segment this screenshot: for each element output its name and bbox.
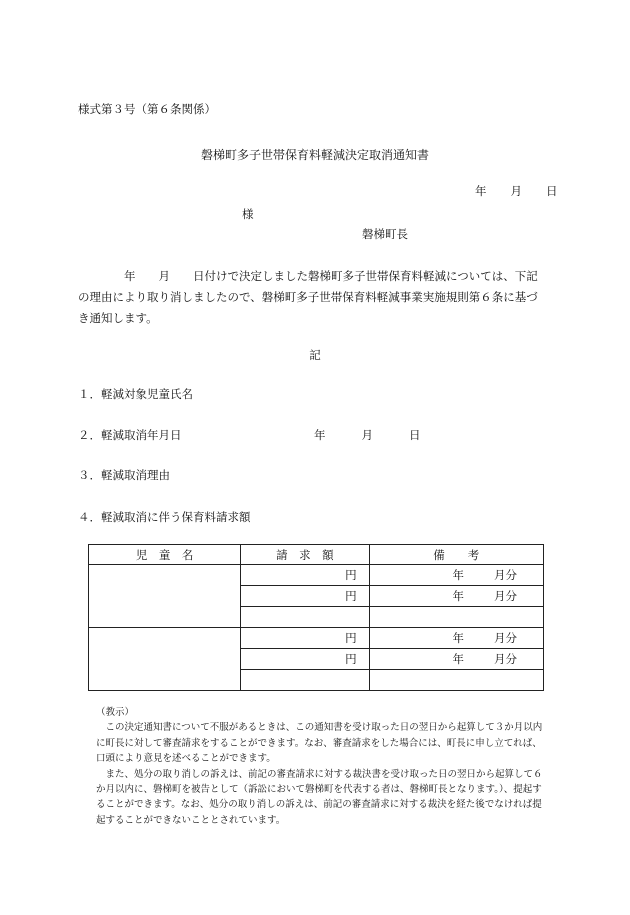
issue-date xyxy=(475,183,558,199)
notice-section xyxy=(96,705,548,828)
header-amount: 請 求 額 xyxy=(241,545,369,565)
item-cancel-date-label: ２．軽減取消年月日 xyxy=(78,428,182,442)
amount-cell xyxy=(241,670,369,691)
amount-cell xyxy=(241,607,369,628)
fee-table xyxy=(88,544,544,691)
cancel-day: 日 xyxy=(409,428,421,442)
body-line-2: の理由により取り消しましたので、磐梯町多子世帯保育料軽減事業実施規則第６条に基づ xyxy=(78,290,538,304)
amount-cell: 円 xyxy=(241,649,369,670)
remarks-cell: 年 月分 xyxy=(369,586,543,607)
remarks-cell xyxy=(369,607,543,628)
remarks-cell: 年 月分 xyxy=(369,628,543,649)
remarks-cell: 年 月分 xyxy=(369,565,543,586)
notice-paragraph-2: また、処分の取り消しの訴えは、前記の審査請求に対する裁決書を受け取った日の翌日から起算して６か月以内に、磐梯町を被告として（訴訟において磐梯町を代表する者は、磐梯町長となります。）、提起することができます。なお、処分の取り消しの訴えは、前記の審査請求に対する裁決を経た後でなければ提起することができないこととされています。 xyxy=(96,768,543,826)
amount-cell: 円 xyxy=(241,565,369,586)
item-cancel-reason: ３．軽減取消理由 xyxy=(78,468,170,482)
header-child: 児 童 名 xyxy=(89,545,241,565)
item-fee-claim: ４．軽減取消に伴う保育料請求額 xyxy=(78,510,251,524)
cancel-year: 年 xyxy=(314,428,326,442)
amount-cell: 円 xyxy=(241,628,369,649)
date-month: 月 xyxy=(510,184,522,198)
body-line-1: 年 月 日付けで決定しました磐梯町多子世帯保育料軽減については、下記 xyxy=(78,269,538,283)
document-title: 磐梯町多子世帯保育料軽減決定取消通知書 xyxy=(200,148,429,162)
child-name-cell xyxy=(89,565,241,628)
table-row xyxy=(89,565,544,586)
child-name-cell xyxy=(89,628,241,691)
addressee: 様 xyxy=(242,207,254,221)
body-text xyxy=(78,266,568,329)
form-number: 様式第３号（第６条関係） xyxy=(78,102,216,116)
issuer: 磐梯町長 xyxy=(362,227,408,241)
date-year: 年 xyxy=(475,184,487,198)
item-child-name: １．軽減対象児童氏名 xyxy=(78,387,193,401)
notice-heading: （教示） xyxy=(96,707,135,718)
table-row xyxy=(89,628,544,649)
ki-heading: 記 xyxy=(309,348,321,362)
notice-paragraph-1: この決定通知書について不服があるときは、この通知書を受け取った日の翌日から起算して３か月以内に町長に対して審査請求をすることができます。なお、審査請求をした場合には、町長に申し立てれば、口頭により意見を述べることができます。 xyxy=(96,722,543,765)
remarks-cell xyxy=(369,670,543,691)
amount-cell: 円 xyxy=(241,586,369,607)
date-day: 日 xyxy=(546,184,558,198)
table-header-row xyxy=(89,545,544,565)
body-line-3: き通知します。 xyxy=(78,311,158,325)
cancel-month: 月 xyxy=(361,428,373,442)
item-cancel-date xyxy=(78,427,421,443)
header-remarks: 備 考 xyxy=(369,545,543,565)
remarks-cell: 年 月分 xyxy=(369,649,543,670)
item-cancel-date-fields xyxy=(314,427,421,443)
